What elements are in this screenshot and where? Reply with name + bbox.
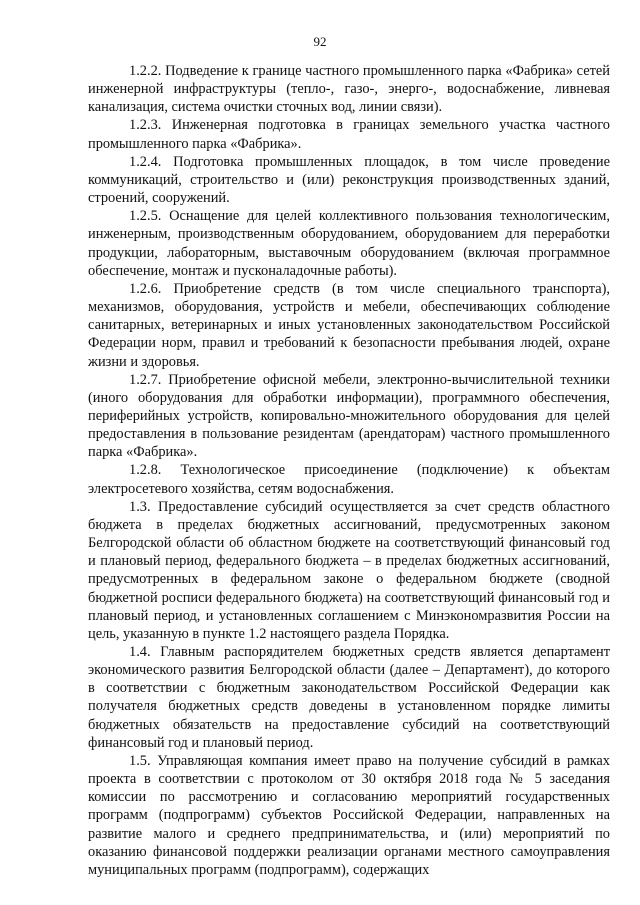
paragraph-1-2-6: 1.2.6. Приобретение средств (в том числе специального транспорта), механизмов, оборудования, устройств и мебели, обеспечивающих соблюдение санитарных, ветеринарных и иных установленных законодательством Российской Федерации норм, правил и требований к безопасности пребывания людей, охране жизни и здоровья. (88, 280, 610, 370)
paragraph-1-2-3: 1.2.3. Инженерная подготовка в границах земельного участка частного промышленного парка «Фабрика». (88, 117, 610, 152)
paragraph-1-2-4: 1.2.4. Подготовка промышленных площадок, в том числе проведение коммуникаций, строительство и (или) реконструкция производственных зданий, строений, сооружений. (88, 153, 610, 207)
paragraph-1-5: 1.5. Управляющая компания имеет право на получение субсидий в рамках проекта в соответствии с протоколом от 30 октября 2018 года № 5 заседания комиссии по рассмотрению и согласованию мероприятий государственных программ (подпрограмм) субъектов Российской Федерации, направленных на развитие малого и среднего предпринимательства, и (или) мероприятий по оказанию финансовой поддержки реализации органами местного самоуправления муниципальных программ (подпрограмм), содержащих (88, 752, 610, 878)
paragraph-1-2-5: 1.2.5. Оснащение для целей коллективного пользования технологическим, инженерным, производственным оборудованием, оборудованием для переработки продукции, лабораторным, выставочным оборудованием (включая программное обеспечение, монтаж и пусконаладочные работы). (88, 208, 610, 279)
page-number: 92 (313, 34, 327, 49)
paragraph-1-2-8: 1.2.8. Технологическое присоединение (подключение) к объектам электросетевого хозяйства, сетям водоснабжения. (88, 462, 610, 497)
paragraph-1-3: 1.3. Предоставление субсидий осуществляется за счет средств областного бюджета в пределах бюджетных ассигнований, предусмотренных законом Белгородской области об областном бюджете на соответствующий финансовый год и плановый период, федерального бюджета – в пределах бюджетных ассигнований, предусмотренных в федеральном законе о федеральном бюджете (сводной бюджетной росписи федерального бюджета) на соответствующий финансовый год и плановый период, и установленных соглашением с Минэкономразвития России на цель, указанную в пункте 1.2 настоящего раздела Порядка. (88, 498, 610, 642)
paragraph-1-2-2: 1.2.2. Подведение к границе частного промышленного парка «Фабрика» сетей инженерной инфраструктуры (тепло-, газо-, энерго-, водоснабжение, ливневая канализация, система очистки сточных вод, линии связи). (88, 63, 610, 116)
document-body (88, 62, 610, 879)
paragraph-1-2-7: 1.2.7. Приобретение офисной мебели, электронно-вычислительной техники (иного оборудования для обработки информации), программного обеспечения, периферийных устройств, копировально-множительного оборудования для целей предоставления в пользование резидентам (арендаторам) частного промышленного парка «Фабрика». (88, 371, 610, 461)
paragraph-1-4: 1.4. Главным распорядителем бюджетных средств является департамент экономического развития Белгородской области (далее – Департамент), до которого в соответствии с бюджетным законодательством Российской Федерации как получателя бюджетных средств доведены в установленном порядке лимиты бюджетных обязательств на предоставление субсидий на соответствующий финансовый год и плановый период. (88, 644, 610, 751)
